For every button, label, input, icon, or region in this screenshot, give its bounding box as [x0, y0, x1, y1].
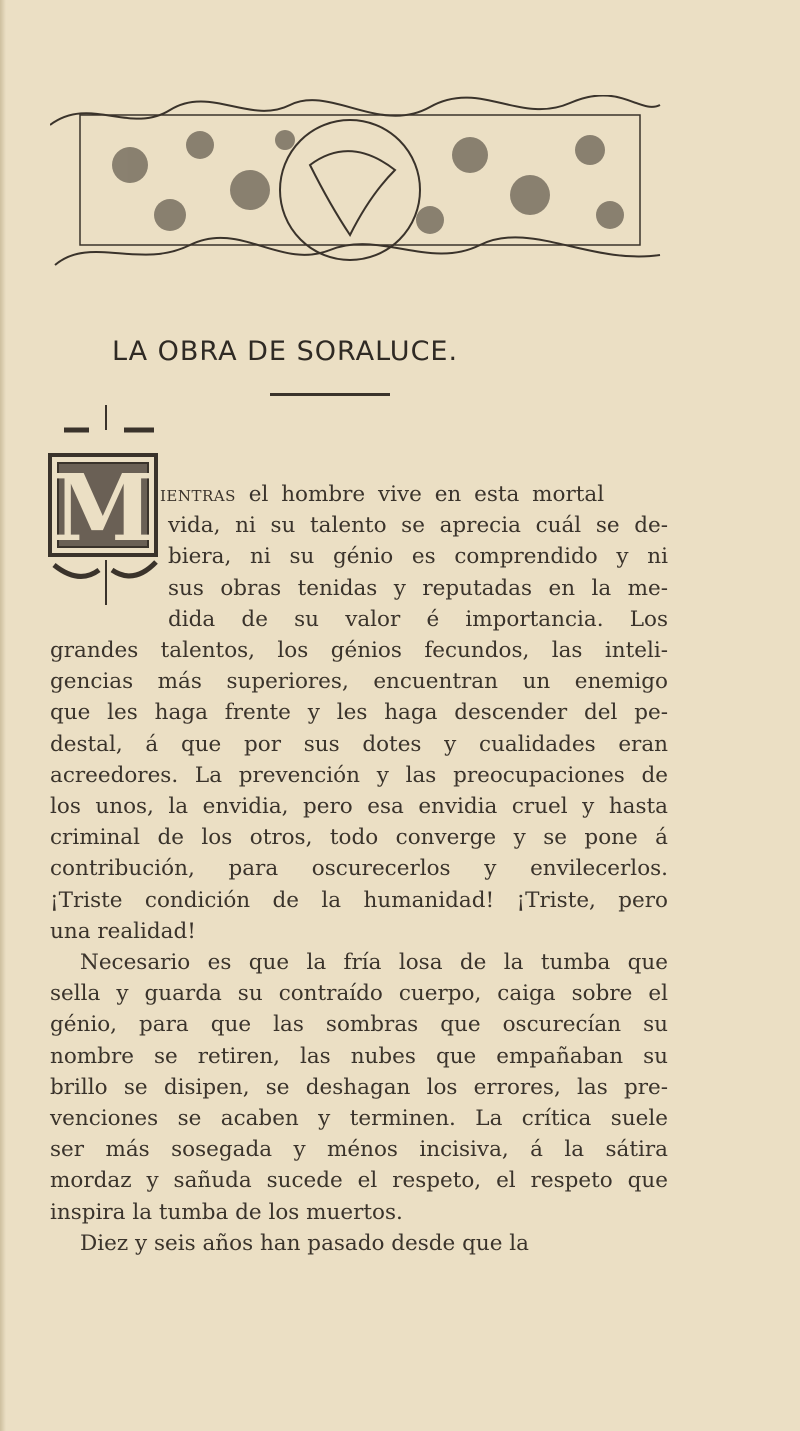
- text-line: gencias más superiores, encuentran un enemigo: [50, 669, 668, 695]
- text-line: mordaz y sañuda sucede el respeto, el respeto que: [50, 1168, 668, 1194]
- text-line: nombre se retiren, las nubes que empañaban su: [50, 1043, 668, 1069]
- text-line: inspira la tumba de los muertos.: [50, 1199, 403, 1225]
- chapter-title: LA OBRA DE SORALUCE.: [111, 336, 459, 367]
- text-line-content: el hombre vive en esta mortal: [235, 482, 605, 507]
- ornamental-headpiece: [50, 95, 666, 275]
- text-line: sus obras tenidas y reputadas en la me-: [168, 575, 668, 601]
- text-line: ser más sosegada y ménos incisiva, á la sátira: [50, 1137, 668, 1163]
- text-line: brillo se disipen, se deshagan los errores, las pre-: [50, 1074, 668, 1100]
- drop-cap-word-rest: IENTRAS: [160, 487, 236, 505]
- text-line: biera, ni su génio es comprendido y ni: [168, 544, 668, 570]
- page-edge: [0, 0, 6, 1431]
- title-rule: [270, 393, 390, 396]
- text-line: los unos, la envidia, pero esa envidia cruel y hasta: [50, 794, 668, 819]
- text-line: una realidad!: [50, 918, 196, 944]
- text-line: [160, 480, 668, 511]
- text-line: dida de su valor é importancia. Los: [168, 606, 668, 632]
- drop-cap-letter: M: [52, 454, 154, 562]
- text-line: grandes talentos, los génios fecundos, las inteli-: [50, 638, 668, 663]
- text-line: ¡Triste condición de la humanidad! ¡Triste, pero: [50, 887, 668, 913]
- text-line: Necesario es que la fría losa de la tumba que: [80, 950, 668, 975]
- text-line: Diez y seis años han pasado desde que la: [80, 1230, 529, 1256]
- text-line: venciones se acaben y terminen. La crítica suele: [50, 1106, 668, 1131]
- text-line: génio, para que las sombras que oscurecían su: [50, 1012, 668, 1038]
- text-line: que les haga frente y les haga descender del pe-: [50, 700, 668, 726]
- text-line: criminal de los otros, todo converge y se pone á: [50, 825, 668, 851]
- text-line: sella y guarda su contraído cuerpo, caiga sobre el: [50, 981, 668, 1007]
- text-line: acreedores. La prevención y las preocupaciones de: [50, 762, 668, 788]
- text-line: destal, á que por sus dotes y cualidades eran: [50, 731, 668, 757]
- drop-cap-ornament: [44, 400, 168, 615]
- text-line: contribución, para oscurecerlos y envilecerlos.: [50, 856, 668, 882]
- text-line: vida, ni su talento se aprecia cuál se de-: [168, 513, 668, 539]
